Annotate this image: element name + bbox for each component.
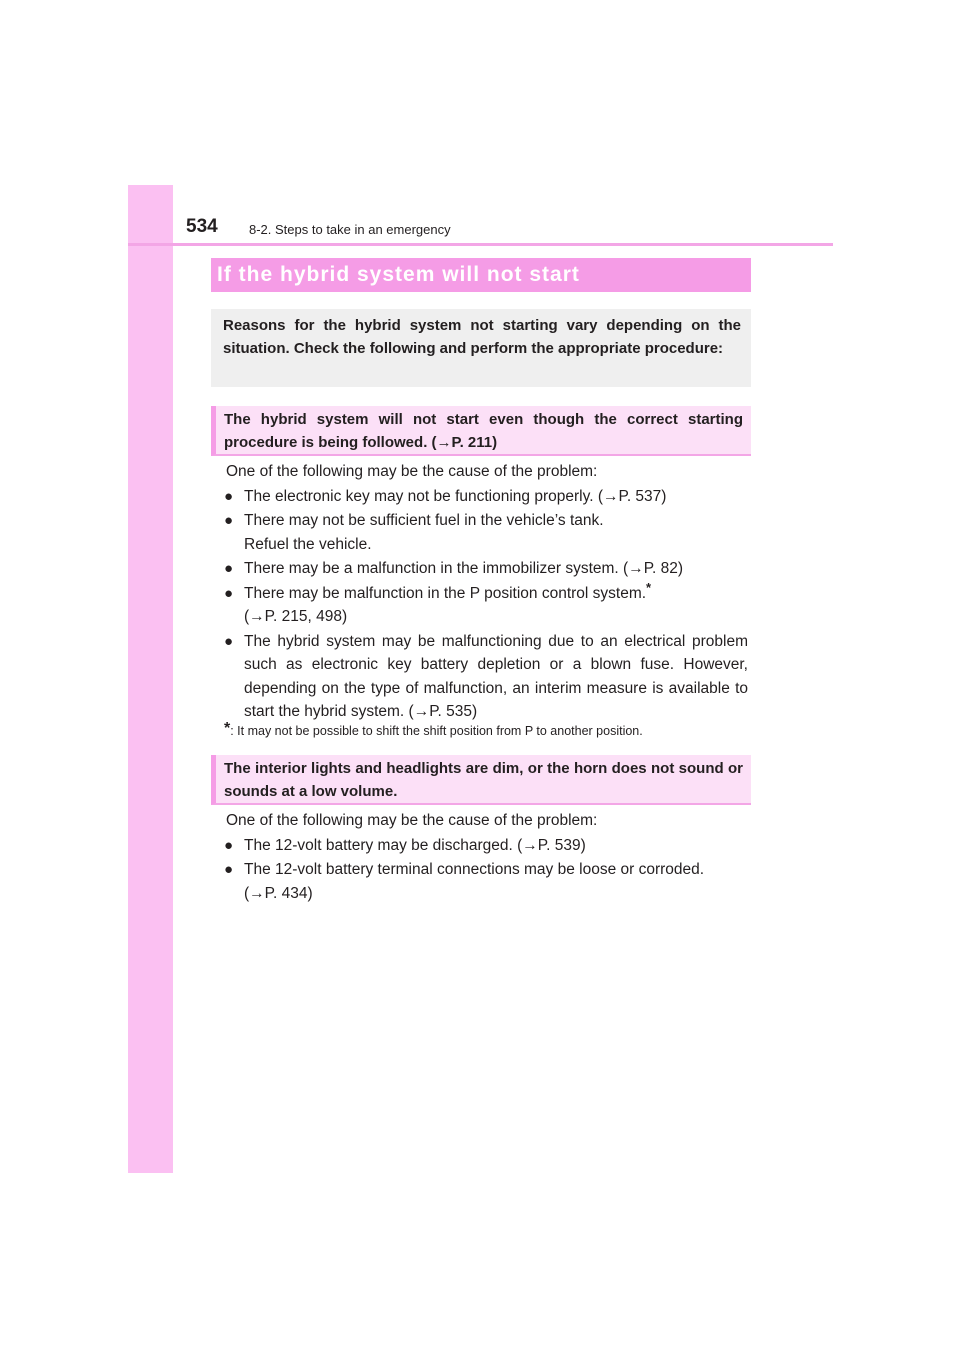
subheading-start-failure xyxy=(211,406,751,456)
section1-lead: One of the following may be the cause of the problem: xyxy=(226,463,598,480)
header-rule xyxy=(128,243,833,246)
bullet-icon: ● xyxy=(224,487,234,505)
list-item-text: The electronic key may not be functioning properly. (→P. 537) xyxy=(244,487,667,505)
asterisk-marker: * xyxy=(646,579,652,595)
subheading-text: The interior lights and headlights are dim, or the horn does not sound or sounds at a low volume. xyxy=(224,760,743,800)
page-title-bar xyxy=(211,258,751,292)
page-title: If the hybrid system will not start xyxy=(217,263,580,286)
list-item-text: The hybrid system may be malfunctioning due to an electrical problem such as electronic key battery depletion or a blown fuse. However, depending on the type of malfunction, an interim measure is available to start the hybrid system. (→P. 535) xyxy=(244,632,748,720)
page-number: 534 xyxy=(186,216,218,237)
list-item-text: (→P. 215, 498) xyxy=(244,608,348,625)
list-item xyxy=(224,557,748,581)
list-item-text: There may be malfunction in the P position control system. xyxy=(244,584,647,602)
footnote-text: : It may not be possible to shift the shift position from P to another position. xyxy=(230,724,643,738)
list-item xyxy=(224,858,748,905)
subheading-text: The hybrid system will not start even though the correct starting procedure is being followed. (→P. 211) xyxy=(224,411,743,451)
bullet-icon: ● xyxy=(224,836,234,854)
list-item-text: There may be a malfunction in the immobilizer system. (→P. 82) xyxy=(244,560,684,577)
subheading-dim-lights xyxy=(211,755,751,805)
list-item xyxy=(224,485,748,509)
section-label: 8-2. Steps to take in an emergency xyxy=(249,222,451,237)
section1-body xyxy=(224,460,748,725)
intro-box xyxy=(211,309,751,387)
bullet-icon: ● xyxy=(224,632,234,650)
list-item xyxy=(224,579,748,629)
intro-text: Reasons for the hybrid system not starting vary depending on the situation. Check the following and perform the appropriate procedure: xyxy=(223,317,741,357)
bullet-icon: ● xyxy=(224,584,234,602)
section2-lead: One of the following may be the cause of the problem: xyxy=(226,812,598,829)
list-item-text: Refuel the vehicle. xyxy=(244,535,372,553)
chapter-tab-sidebar xyxy=(128,185,173,1173)
bullet-icon: ● xyxy=(224,560,234,577)
bullet-icon: ● xyxy=(224,512,234,529)
list-item xyxy=(224,834,748,858)
list-item-line xyxy=(244,579,748,606)
list-item-text: (→P. 434) xyxy=(244,884,313,902)
footnote xyxy=(224,722,764,740)
list-item-text: There may not be sufficient fuel in the vehicle’s tank. xyxy=(244,512,604,529)
list-item-text: The 12-volt battery terminal connections may be loose or corroded. xyxy=(244,861,705,878)
section2-body xyxy=(224,809,748,906)
list-item xyxy=(224,630,748,724)
list-item-text: The 12-volt battery may be discharged. (→P. 539) xyxy=(244,836,586,854)
list-item xyxy=(224,509,748,556)
footnote-asterisk: * xyxy=(224,720,231,737)
bullet-icon: ● xyxy=(224,861,234,878)
